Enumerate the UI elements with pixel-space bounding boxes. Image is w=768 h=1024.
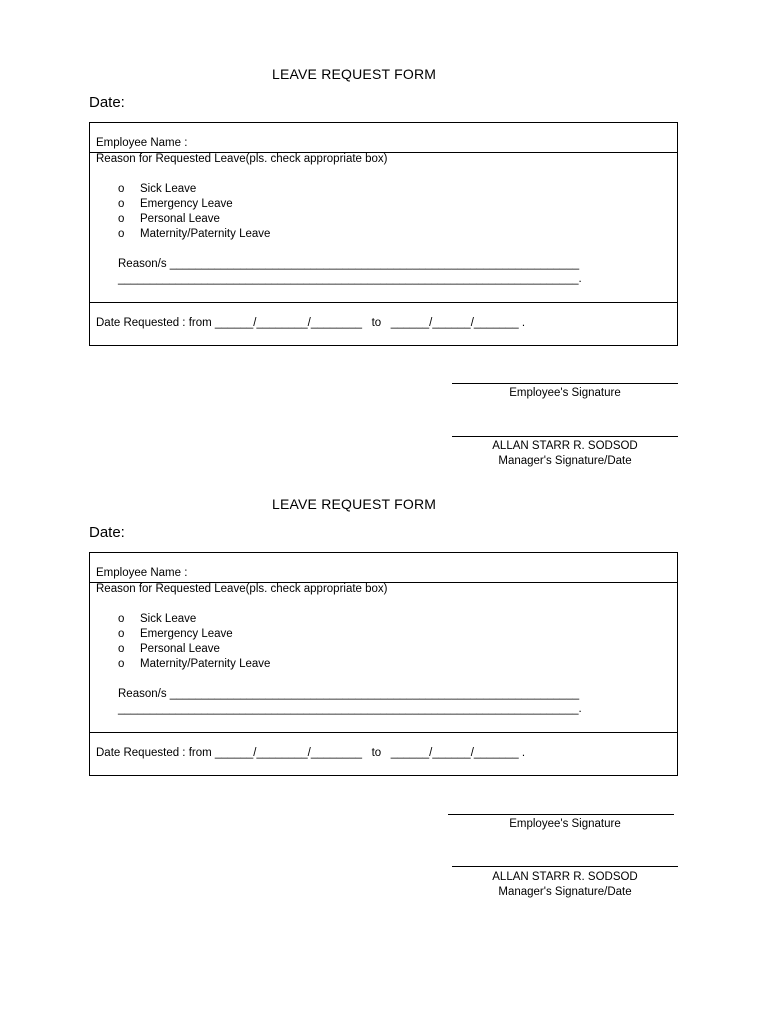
option-label: Maternity/Paternity Leave [140,228,271,240]
option-label: Emergency Leave [140,628,233,640]
reason-heading: Reason for Requested Leave(pls. check appropriate box) [96,583,388,595]
reason-line-1[interactable]: Reason/s ________________________________________________________________ [118,688,580,700]
employee-signature-line[interactable] [452,383,678,384]
option-label: Personal Leave [140,643,220,655]
form-box [89,122,678,346]
employee-signature-line[interactable] [448,814,674,815]
manager-signature-line[interactable] [452,866,678,867]
option-label: Emergency Leave [140,198,233,210]
option-personal-leave[interactable] [118,213,220,225]
manager-name: ALLAN STARR R. SODSOD [492,440,638,452]
option-emergency-leave[interactable] [118,628,233,640]
employee-name-label: Employee Name : [96,137,188,149]
employee-name-row [90,123,677,153]
reason-line-1[interactable]: Reason/s ________________________________________________________________ [118,258,580,270]
option-label: Sick Leave [140,613,197,625]
manager-name: ALLAN STARR R. SODSOD [492,871,638,883]
date-requested-text[interactable]: Date Requested : from ______/________/________ to ______/______/_______ . [96,317,526,329]
employee-name-label: Employee Name : [96,567,188,579]
employee-signature-label: Employee's Signature [509,387,621,399]
checkbox-bullet[interactable]: o [118,183,125,195]
manager-signature-label: Manager's Signature/Date [498,455,632,467]
reason-line-2[interactable]: ________________________________________________________________________. [118,703,582,715]
date-requested-text[interactable]: Date Requested : from ______/________/________ to ______/______/_______ . [96,747,526,759]
option-emergency-leave[interactable] [118,198,233,210]
option-label: Personal Leave [140,213,220,225]
reason-heading: Reason for Requested Leave(pls. check appropriate box) [96,153,388,165]
option-personal-leave[interactable] [118,643,220,655]
leave-request-form-1 [0,66,768,496]
checkbox-bullet[interactable]: o [118,228,125,240]
reason-section [90,153,677,303]
option-sick-leave[interactable] [118,183,196,195]
checkbox-bullet[interactable]: o [118,613,125,625]
form-title: LEAVE REQUEST FORM [272,66,437,82]
date-requested-row [90,733,677,775]
option-sick-leave[interactable] [118,613,196,625]
reason-section [90,583,677,733]
manager-signature-line[interactable] [452,436,678,437]
form-box [89,552,678,776]
checkbox-bullet[interactable]: o [118,643,125,655]
date-requested-row [90,303,677,345]
employee-name-row [90,553,677,583]
option-maternity-paternity-leave[interactable] [118,658,270,670]
option-label: Maternity/Paternity Leave [140,658,271,670]
form-title: LEAVE REQUEST FORM [272,496,437,512]
employee-signature-label: Employee's Signature [509,818,621,830]
checkbox-bullet[interactable]: o [118,628,125,640]
date-label: Date: [89,94,125,111]
option-label: Sick Leave [140,183,197,195]
checkbox-bullet[interactable]: o [118,213,125,225]
option-maternity-paternity-leave[interactable] [118,228,270,240]
checkbox-bullet[interactable]: o [118,658,125,670]
checkbox-bullet[interactable]: o [118,198,125,210]
reason-line-2[interactable]: ________________________________________________________________________. [118,273,582,285]
leave-request-form-2 [0,496,768,926]
date-label: Date: [89,524,125,541]
manager-signature-label: Manager's Signature/Date [498,886,632,898]
